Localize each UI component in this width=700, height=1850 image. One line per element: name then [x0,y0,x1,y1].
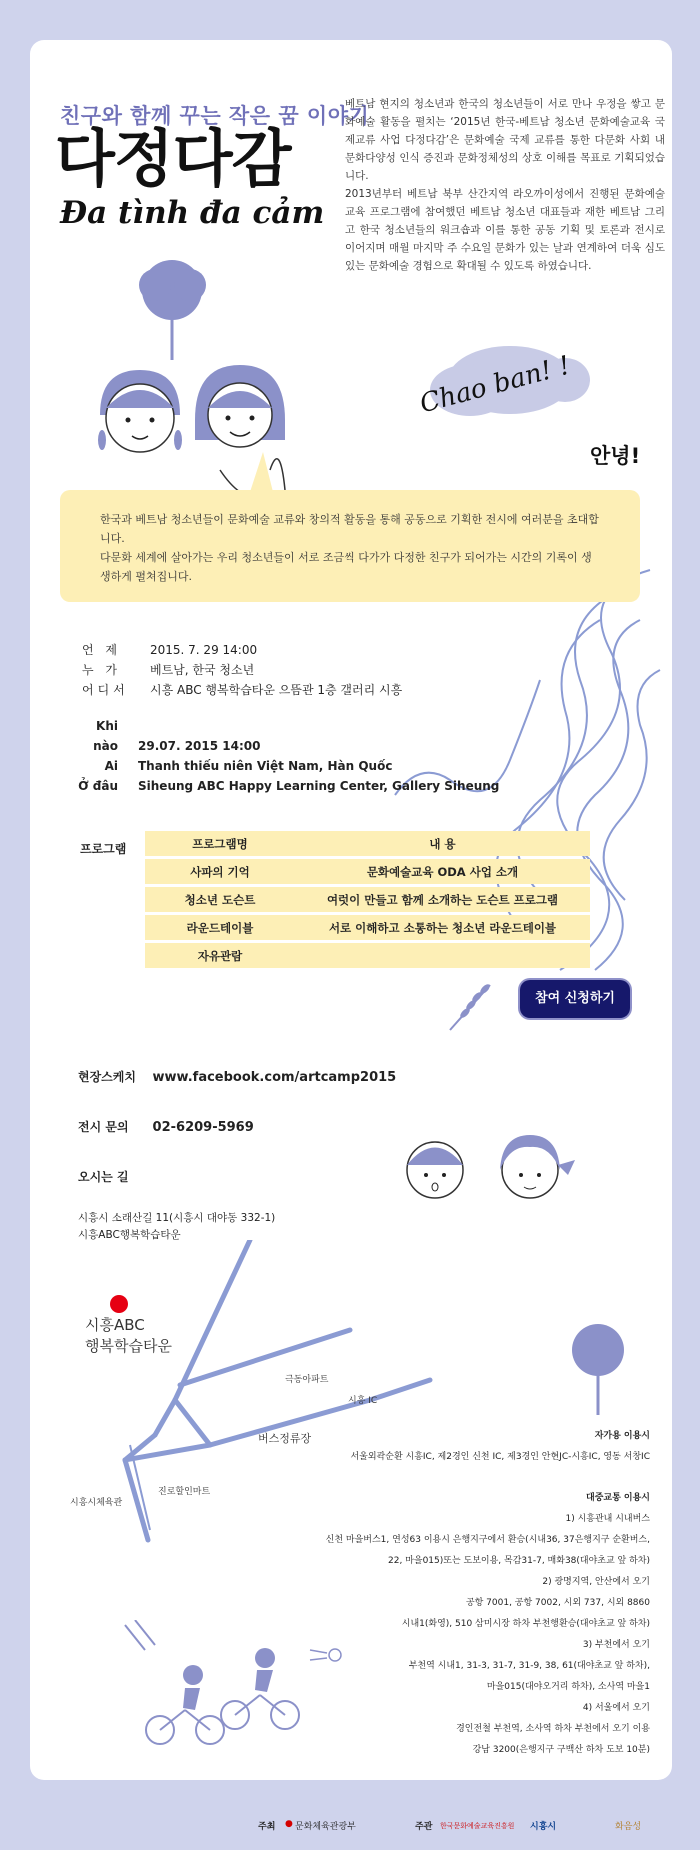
map-destination: 시흥ABC 행복학습타운 [85,1316,172,1355]
bicycle-kids-illustration [115,1620,355,1750]
info-row-when-vi: Khi nào 29.07. 2015 14:00 [93,719,261,753]
info-row-who-vi: Ai Thanh thiếu niên Việt Nam, Hàn Quốc [104,759,393,773]
program-row: 라운드테이블 서로 이해하고 소통하는 청소년 라운드테이블 [145,915,590,940]
host-name: 문화체육관광부 [295,1822,356,1832]
notice-line-1: 한국과 베트남 청소년들이 문화예술 교류와 창의적 활동을 통해 공동으로 기획한 전시에 여러분을 초대합니다. [100,513,599,545]
program-row: 자유관람 [145,943,590,968]
organizer-name: 한국문화예술교육진흥원 [440,1822,515,1830]
facebook-link[interactable]: www.facebook.com/artcamp2015 [152,1070,397,1085]
partner-logo: 화음성 [615,1822,642,1832]
intro-paragraph-2: 2013년부터 베트남 북부 산간지역 라오까이성에서 진행된 문화예술교육 프로그램에 참여했던 베트남 청소년 대표들과 재한 베트남 그리고 한국 청소년들의 워크숍과 이를 통한 공동 기획 및 토론과 전시로 이어지며 매월 마지막 주 수요일 문화가 있는 날과 연계하여 더욱 심도있는 문화예술 경험으로 확대될 수 있도록 하였습니다. [345,188,665,272]
sketch-row: 현장스케치 www.facebook.com/artcamp2015 [78,1070,397,1085]
map-label-mart: 진로할인마트 [158,1487,211,1497]
map-label-bus-stop: 버스정류장 [258,1432,312,1445]
program-header-row: 프로그램명 내 용 [145,831,590,856]
car-route: 서울외곽순환 시흥IC, 제2경인 신천 IC, 제3경인 안현JC-시흥IC, 영동 서창IC [350,1452,650,1462]
program-row: 청소년 도슨트 여럿이 만들고 함께 소개하는 도슨트 프로그램 [145,887,590,912]
public-heading: 대중교통 이용시 [586,1493,650,1503]
address-line-1: 시흥시 소래산길 11(시흥시 대야동 332-1) [78,1212,276,1224]
phone-number: 02-6209-5969 [152,1120,254,1135]
info-row-where-vi: Ở đâu Siheung ABC Happy Learning Center, Gallery Siheung [78,779,500,793]
tree-illustration-small [563,1320,633,1420]
children-faces-illustration [390,1125,590,1225]
page-title-vietnamese: Đa tình đa cảm [60,195,325,231]
info-row-who: 누 가 베트남, 한국 청소년 [82,663,255,677]
intro-text [345,95,665,275]
program-label: 프로그램 [80,842,127,856]
transit-info: 자가용 이용시 서울외곽순환 시흥IC, 제2경인 신천 IC, 제3경인 안현JC-시흥IC, 영동 서창IC 대중교통 이용시 1) 시흥관내 시내버스 신천 마을버스1, 연성63 이용시 은행지구에서 환승(시내36, 37은행지구 순환버스, 22, 마을015)또는 도보이용, 목감31-7, 매화38(대야초교 앞 하차) 2) 광명지역, 안산에서 오기 공항 7001, 공항 7002, 시외 737, 시외 8860 시내1(화영), 510 삼미시장 하차 부천행환승(대야초교 앞 하차) 3) 부천에서 오기 부천역 시내1, 31-3, 31-7, 31-9, 38, 61(대야초교 앞 하차), 마을015(대야오거리 하차), 소사역 마을1 4) 서울에서 오기 경인전철 부천역, 소사역 하차 부천에서 오기 이용 강남 3200(은행지구 구백산 하차 도보 10분) [290,1426,650,1761]
program-row: 사파의 기억 문화예술교육 ODA 사업 소개 [145,859,590,884]
intro-paragraph-1: 베트남 현지의 청소년과 한국의 청소년들이 서로 만나 우정을 쌓고 문화예술 활동을 펼치는 ‘2015년 한국-베트남 청소년 문화예술교육 국제교류 사업 다정다감’은 문화예술 국제 교류를 통한 다문화 사회 내 문화다양성 인식 증진과 문화정체성의 상호 이해를 목표로 기획되었습니다. [345,98,665,182]
map-label-apartment: 극동아파트 [285,1375,329,1385]
location-pin-icon [110,1295,128,1313]
program-table [145,828,590,971]
host-logo-icon: ● [285,1819,293,1829]
subtitle: 친구와 함께 꾸는 작은 꿈 이야기 [60,104,370,128]
organizer-label: 주관 [415,1822,433,1832]
map-label-ic: 시흥 IC [348,1396,378,1406]
greeting-vietnamese: Chao ban! ! [416,350,574,420]
host-label: 주최 [258,1822,276,1832]
greeting-korean: 안녕! [590,444,641,468]
footer [0,1805,700,1845]
address-line-2: 시흥ABC행복학습타운 [78,1229,181,1241]
address [78,1210,275,1244]
siheung-logo: 시흥시 [530,1822,557,1832]
directions-label: 오시는 길 [78,1170,129,1184]
page-title: 다정다감 [55,122,291,195]
map-label-gym: 시흥시체육관 [70,1498,123,1508]
tree-illustration [135,255,210,365]
inquiry-row: 전시 문의 02-6209-5969 [78,1120,254,1135]
apply-button[interactable]: 참여 신청하기 [520,980,630,1018]
car-heading: 자가용 이용시 [594,1431,650,1441]
notice-line-2: 다문화 세계에 살아가는 우리 청소년들이 서로 조금씩 다가가 다정한 친구가 되어가는 시간의 기록이 생생하게 펼쳐집니다. [100,551,592,583]
wheat-icon [445,975,505,1035]
info-row-when: 언 제 2015. 7. 29 14:00 [82,643,258,657]
event-info-korean [82,640,402,700]
info-row-where: 어디서 시흥 ABC 행복학습타운 으뜸관 1층 갤러리 시흥 [82,683,403,697]
event-info-vietnamese [68,716,499,796]
notice-box [60,490,640,602]
